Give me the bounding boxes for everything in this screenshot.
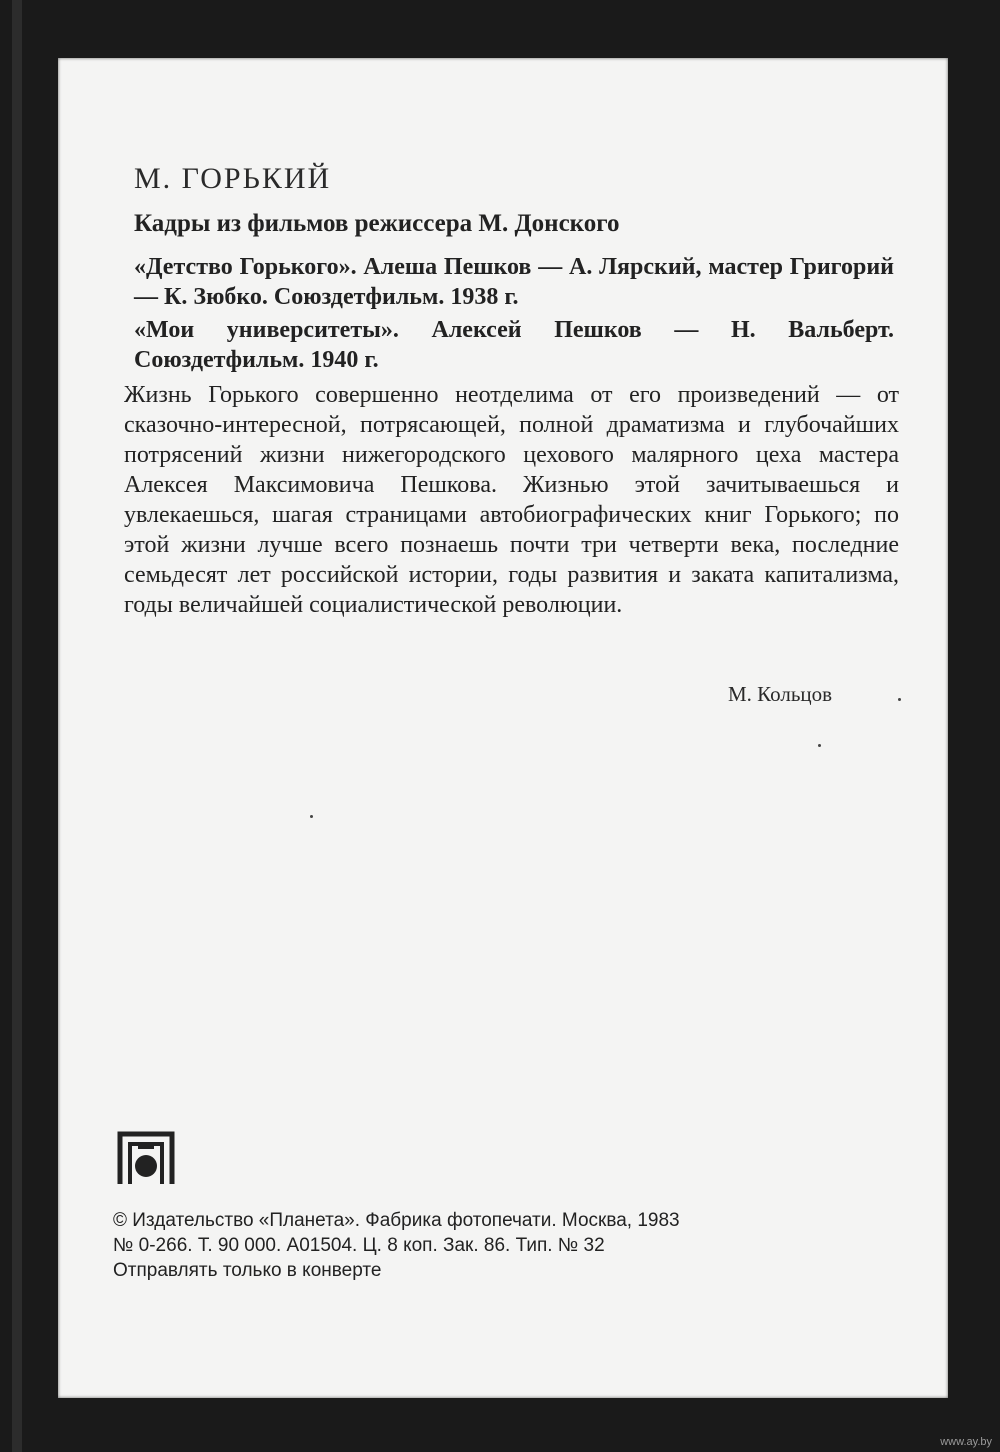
film-credit-1: «Детство Горького». Алеша Пешков — А. Лярский, мастер Григорий — К. Зюбко. Союздетфильм. 1938 г. [134, 254, 894, 310]
dust-speck [818, 744, 821, 747]
postcard-back [58, 58, 948, 1398]
dust-speck [898, 698, 901, 701]
imprint-line: © Издательство «Планета». Фабрика фотопечати. Москва, 1983 [113, 1210, 680, 1231]
imprint-line: № 0-266. Т. 90 000. А01504. Ц. 8 коп. Зак. 86. Тип. № 32 [113, 1235, 605, 1256]
imprint-line: Отправлять только в конверте [113, 1260, 382, 1281]
film-credit-2: «Мои университеты». Алексей Пешков — Н. Вальберт. Союздетфильм. 1940 г. [134, 317, 894, 373]
publisher-imprint [113, 1208, 883, 1283]
film-heading: Кадры из фильмов режиссера М. Донского [134, 210, 620, 237]
frame-edge [12, 0, 22, 1452]
dust-speck [310, 815, 313, 818]
planeta-logo-icon [116, 1128, 176, 1186]
site-watermark: www.ay.by [940, 1436, 992, 1448]
quote-text: Жизнь Горького совершенно неотделима от его произведений — от сказочно-интересной, потрясающей, полной драматизма и глубочайших потрясений жизни нижегородского цехового малярного цеха мастера Алексея Максимовича Пешкова. Жизнью этой зачитываешься и увлекаешься, шагая страницами автобиографических книг Горького; по этой жизни лучше всего познаешь почти три четверти века, последние семьдесят лет российской истории, годы развития и заката капитализма, годы величайшей социалистической революции. [124, 382, 899, 618]
quote-signature: М. Кольцов [728, 682, 833, 706]
author-title: М. ГОРЬКИЙ [134, 162, 332, 195]
